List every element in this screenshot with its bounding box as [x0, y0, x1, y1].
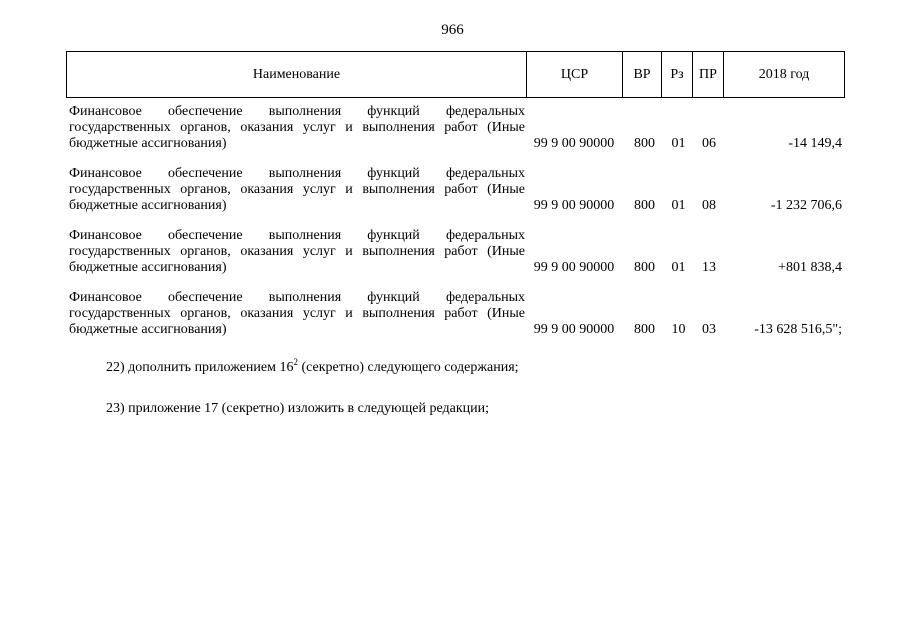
page-number: 966: [441, 22, 464, 38]
header-name: Наименование: [67, 52, 527, 98]
table-row: [66, 166, 844, 222]
header-year: 2018 год: [724, 52, 845, 98]
row-vr: 800: [634, 322, 655, 337]
header-csr: ЦСР: [527, 52, 623, 98]
paragraph-22: [106, 357, 519, 376]
row-csr: 99 9 00 90000: [533, 322, 615, 337]
row-rz: 01: [671, 198, 686, 213]
row-amount: -1 232 706,6: [770, 198, 842, 213]
header-rz: Рз: [662, 52, 693, 98]
row-amount: -14 149,4: [788, 136, 842, 151]
row-csr: 99 9 00 90000: [533, 198, 615, 213]
table-header: [66, 51, 845, 98]
row-name: Финансовое обеспечение выполнения функций федеральных государственных органов, оказания услуг и выполнения работ (Иные бюджетные ассигнования): [69, 104, 525, 151]
row-rz: 10: [671, 322, 686, 337]
row-amount: -13 628 516,5";: [754, 322, 842, 337]
row-amount: +801 838,4: [778, 260, 842, 275]
row-rz: 01: [671, 260, 686, 275]
row-pr: 13: [702, 260, 716, 275]
row-rz: 01: [671, 136, 686, 151]
row-pr: 08: [702, 198, 716, 213]
paragraph-22-before: 22) дополнить приложением 16: [106, 360, 294, 375]
row-vr: 800: [634, 198, 655, 213]
row-pr: 03: [702, 322, 716, 337]
row-vr: 800: [634, 260, 655, 275]
row-name: Финансовое обеспечение выполнения функций федеральных государственных органов, оказания услуг и выполнения работ (Иные бюджетные ассигнования): [69, 290, 525, 337]
header-pr: ПР: [693, 52, 724, 98]
paragraph-22-superscript: 2: [293, 357, 298, 367]
row-pr: 06: [702, 136, 716, 151]
row-name: Финансовое обеспечение выполнения функций федеральных государственных органов, оказания услуг и выполнения работ (Иные бюджетные ассигнования): [69, 166, 525, 213]
row-csr: 99 9 00 90000: [533, 260, 615, 275]
table-row: [66, 290, 844, 346]
table-row: [66, 228, 844, 284]
row-csr: 99 9 00 90000: [533, 136, 615, 151]
header-vr: ВР: [623, 52, 662, 98]
row-vr: 800: [634, 136, 655, 151]
table-row: [66, 104, 844, 160]
row-name: Финансовое обеспечение выполнения функций федеральных государственных органов, оказания услуг и выполнения работ (Иные бюджетные ассигнования): [69, 228, 525, 275]
paragraph-23: 23) приложение 17 (секретно) изложить в следующей редакции;: [106, 401, 490, 416]
paragraph-22-after: (секретно) следующего содержания;: [297, 360, 519, 375]
